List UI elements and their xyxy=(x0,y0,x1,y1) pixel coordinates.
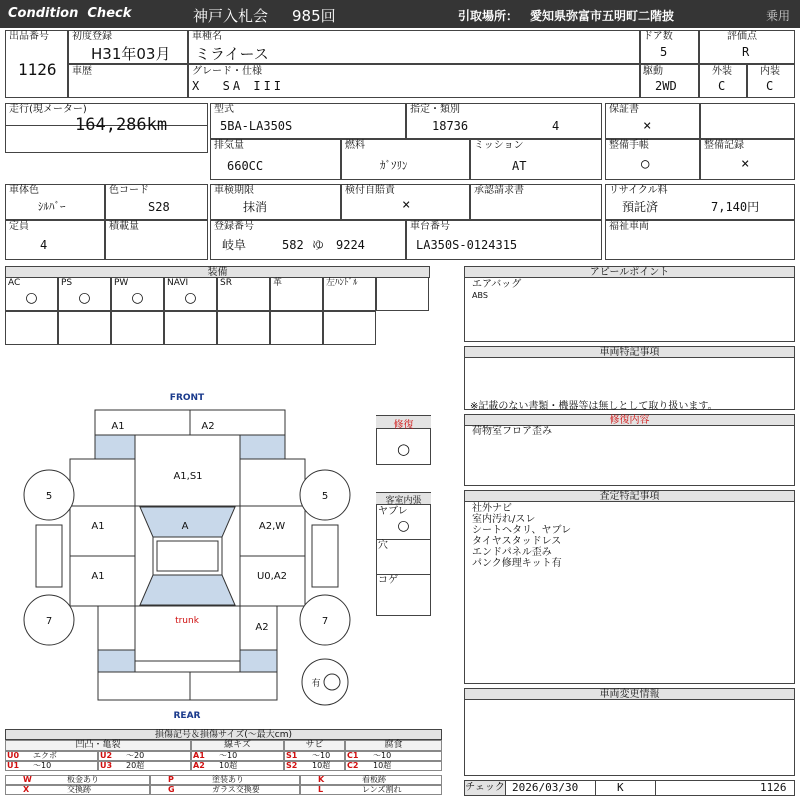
tire-fr: 5 xyxy=(321,491,329,502)
grade-label: グレード・仕様 xyxy=(192,66,262,77)
category-label: 乗用 xyxy=(766,9,791,23)
inspection-value: 抹消 xyxy=(243,200,268,214)
equipment-label: PW xyxy=(114,278,129,288)
designation-label: 指定・類別 xyxy=(410,104,460,115)
legend-code: W xyxy=(23,775,32,784)
displacement-value: 660CC xyxy=(227,159,264,173)
tire-fl: 5 xyxy=(45,491,53,502)
equipment-label: SR xyxy=(220,278,232,288)
inspection-notes-lines xyxy=(472,503,571,569)
change-info-box xyxy=(464,688,795,776)
legend-header: サビ xyxy=(284,740,345,751)
warranty-blank-box xyxy=(700,103,795,139)
inspection-note-1: 室内汚れ/スレ xyxy=(472,514,536,525)
plate-kana: ゆ xyxy=(312,238,325,252)
model-label: 型式 xyxy=(214,104,234,115)
equipment-value: ○ xyxy=(131,290,144,306)
score-value: R xyxy=(742,45,750,59)
legend-text: 10超 xyxy=(373,761,392,770)
repair-detail-line-0: 荷物室フロア歪み xyxy=(472,426,552,437)
equipment-cell-blank xyxy=(323,311,376,345)
legend-text: 板金あり xyxy=(67,775,99,784)
equipment-cell-blank xyxy=(5,311,58,345)
inspection-note-4: エンドパネル歪み xyxy=(472,547,552,558)
color-label: 車体色 xyxy=(9,185,39,196)
appeal-line-1: ABS xyxy=(472,291,488,300)
cabin-item-label: ヤブレ xyxy=(378,506,408,517)
equipment-cell-blank xyxy=(217,311,270,345)
equipment-cell-blank xyxy=(58,311,111,345)
legend-code: A1 xyxy=(193,751,205,760)
mark-left-rear: A1 xyxy=(91,571,105,582)
recycle-status: 預託済 xyxy=(622,200,659,214)
equipment-label: 左ﾊﾝﾄﾞﾙ xyxy=(326,278,358,288)
plate-label: 登録番号 xyxy=(214,221,254,232)
chassis-value: LA350S-0124315 xyxy=(416,238,518,252)
plate-region: 岐阜 xyxy=(222,238,247,252)
legend-code: C2 xyxy=(347,761,359,770)
inspection-note-3: タイヤスタッドレス xyxy=(472,536,562,547)
special-title: 車両特記事項 xyxy=(464,346,795,358)
mileage-label: 走行(現メーター) xyxy=(9,104,87,115)
legend-code: L xyxy=(318,785,324,794)
mark-right-front: A2,W xyxy=(258,521,286,532)
doors-label: ドア数 xyxy=(643,31,673,42)
legend-code: X xyxy=(23,785,30,794)
pickup-place: 愛知県弥富市五明町二階披 xyxy=(530,9,675,23)
insurance-label: 検付自賠責 xyxy=(345,185,395,196)
legend-text: 交換跡 xyxy=(67,785,91,794)
equipment-title: 装備 xyxy=(5,266,430,278)
legend-code: U0 xyxy=(7,751,20,760)
approval-label: 承認請求書 xyxy=(474,185,524,196)
legend-text: ～10 xyxy=(312,751,331,760)
inspection-note-0: 社外ナビ xyxy=(472,503,512,514)
inspection-notes-title: 査定特記事項 xyxy=(464,490,795,502)
repair-detail-lines xyxy=(472,426,552,437)
recycle-amount: 7,140円 xyxy=(711,200,760,214)
legend-cell xyxy=(345,751,442,761)
doors-value: 5 xyxy=(660,45,668,59)
mark-top-left: A1 xyxy=(111,421,125,432)
plate-number: 9224 xyxy=(336,238,365,252)
capacity-label: 定員 xyxy=(9,221,29,232)
mission-label: ミッション xyxy=(474,140,524,151)
interior-label: 内装 xyxy=(760,66,780,77)
mark-top-right: A2 xyxy=(201,421,215,432)
legend-text: 10超 xyxy=(219,761,238,770)
mark-right-rear: U0,A2 xyxy=(256,571,288,582)
warranty-value: × xyxy=(643,118,652,134)
cabin-item-value: ○ xyxy=(397,518,410,534)
repair-value: ○ xyxy=(396,440,411,458)
color-value: ｼﾙﾊﾞｰ xyxy=(38,200,66,213)
legend-code: U3 xyxy=(100,761,113,770)
designation-value: 18736 xyxy=(432,119,469,133)
legend-text: 10超 xyxy=(312,761,331,770)
mark-left-front: A1 xyxy=(91,521,105,532)
legend-header: 線キズ xyxy=(191,740,284,751)
car-name-label: 車種名 xyxy=(192,31,222,42)
car-name-value: ミライース xyxy=(195,45,269,63)
legend-code: S2 xyxy=(286,761,298,770)
inspection-label: 車検期限 xyxy=(214,185,254,196)
mark-right-quarter: A2 xyxy=(255,622,269,633)
legend-code: U2 xyxy=(100,751,113,760)
insurance-value: × xyxy=(402,197,411,213)
legend-code: S1 xyxy=(286,751,298,760)
tire-rr: 7 xyxy=(321,616,329,627)
legend-text: 塗装あり xyxy=(212,775,244,784)
header-bar xyxy=(0,0,800,28)
repair-detail-title: 修復内容 xyxy=(464,414,795,426)
load-label: 積載量 xyxy=(109,221,139,232)
capacity-value: 4 xyxy=(40,238,48,252)
legend-code: G xyxy=(168,785,175,794)
legend-text: ガラス交換要 xyxy=(212,785,260,794)
equipment-label: PS xyxy=(61,278,73,288)
cabin-title: 客室内張 xyxy=(376,493,431,505)
brand-title: Condition Check xyxy=(8,6,132,21)
appeal-lines xyxy=(472,279,521,301)
change-info-title: 車両変更情報 xyxy=(464,688,795,700)
legend-code: C1 xyxy=(347,751,359,760)
interior-value: C xyxy=(766,79,774,93)
rear-label: REAR xyxy=(173,711,201,721)
maint-label: 整備記録 xyxy=(704,140,744,151)
drive-value: 2WD xyxy=(655,79,677,93)
equipment-value: ○ xyxy=(184,290,197,306)
legend-text: 20超 xyxy=(126,761,145,770)
tire-rl: 7 xyxy=(45,616,53,627)
chassis-label: 車台番号 xyxy=(410,221,450,232)
equipment-label: 革 xyxy=(273,278,283,288)
exterior-value: C xyxy=(718,79,726,93)
check-label: チェック xyxy=(464,780,506,796)
legend-code: K xyxy=(318,775,325,784)
mission-value: AT xyxy=(512,159,527,173)
lot-label: 出品番号 xyxy=(9,31,49,42)
inspection-note-5: パンク修理キット有 xyxy=(472,558,562,569)
mileage-value: 164,286km xyxy=(75,115,168,135)
fuel-value: ｶﾞｿﾘﾝ xyxy=(380,159,408,172)
equipment-cell-blank xyxy=(164,311,217,345)
manual-value: ○ xyxy=(641,156,650,172)
cabin-item-label: 穴 xyxy=(378,540,388,551)
warranty-label: 保証書 xyxy=(609,104,639,115)
legend-header: 腐食 xyxy=(345,740,442,751)
legend-text: レンズ割れ xyxy=(362,785,402,794)
first-reg-label: 初度登録 xyxy=(72,31,112,42)
legend-cell xyxy=(191,761,284,771)
mark-roof: A xyxy=(181,521,189,532)
legend-header: 凹凸・亀裂 xyxy=(5,740,191,751)
grade-value: X SA III xyxy=(192,79,285,93)
equipment-cell xyxy=(376,277,429,311)
legend-text: ～10 xyxy=(373,751,392,760)
legend-text: ～10 xyxy=(219,751,238,760)
color-code-label: 色コード xyxy=(109,185,149,196)
manual-label: 整備手帳 xyxy=(609,140,649,151)
repair-title: 修復 xyxy=(376,416,431,429)
legend-text: ～10 xyxy=(33,761,52,770)
legend-cell xyxy=(345,761,442,771)
equipment-cell-blank xyxy=(270,311,323,345)
mark-bonnet: A1,S1 xyxy=(173,471,203,482)
legend-text: ～20 xyxy=(126,751,145,760)
displacement-label: 排気量 xyxy=(214,140,244,151)
cabin-item-label: コゲ xyxy=(378,575,398,586)
special-note: ※記載のない書類・機器等は無しとして取り扱います。 xyxy=(470,401,718,412)
equipment-label: NAVI xyxy=(167,278,189,288)
exterior-label: 外装 xyxy=(712,66,732,77)
legend-code: P xyxy=(168,775,174,784)
model-value: 5BA-LA350S xyxy=(220,119,293,133)
color-code-value: S28 xyxy=(148,200,170,214)
equipment-value: ○ xyxy=(78,290,91,306)
welfare-label: 福祉車両 xyxy=(609,221,649,232)
history-label: 車歴 xyxy=(72,66,92,77)
appeal-title: アピールポイント xyxy=(464,266,795,278)
check-inspector: K xyxy=(617,781,624,794)
pickup-label: 引取場所： xyxy=(458,9,519,23)
first-reg-value: H31年03月 xyxy=(91,45,171,63)
legend-text: エクボ xyxy=(33,751,57,760)
equipment-label: AC xyxy=(8,278,21,288)
class-value: 4 xyxy=(552,119,560,133)
spare-label: 有 xyxy=(311,679,321,689)
fuel-label: 燃料 xyxy=(345,140,365,151)
auction-name: 神戸入札会 xyxy=(193,7,269,25)
appeal-line-0: エアバッグ xyxy=(472,279,522,290)
inspection-note-2: シートヘタリ、ヤブレ xyxy=(472,525,572,536)
recycle-label: リサイクル料 xyxy=(609,185,668,196)
score-label: 評価点 xyxy=(727,31,757,42)
legend-code: A2 xyxy=(193,761,205,770)
plate-class: 582 xyxy=(282,238,304,252)
check-date: 2026/03/30 xyxy=(512,781,579,794)
lot-value: 1126 xyxy=(18,60,57,79)
front-label: FRONT xyxy=(169,393,205,403)
legend-code: U1 xyxy=(7,761,20,770)
legend-text: 看板跡 xyxy=(362,775,386,784)
equipment-cell-blank xyxy=(111,311,164,345)
auction-lot: 985回 xyxy=(292,7,336,25)
trunk-label: trunk xyxy=(175,616,199,626)
equipment-value: ○ xyxy=(25,290,38,306)
car-diagram xyxy=(0,385,440,725)
check-number: 1126 xyxy=(760,781,787,794)
legend-title: 損傷記号＆損傷サイズ(～最大cm) xyxy=(5,729,442,740)
drive-label: 駆動 xyxy=(643,66,663,77)
maint-value: × xyxy=(741,156,750,172)
